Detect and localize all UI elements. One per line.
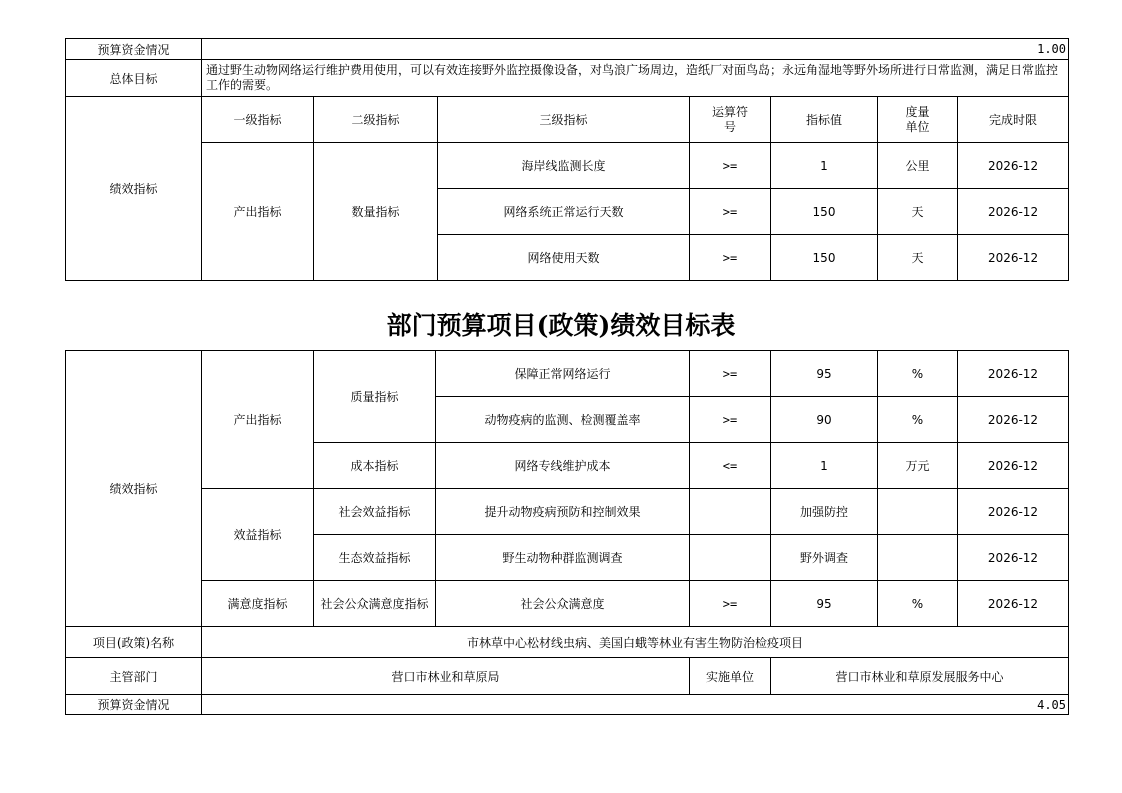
budget-label: 预算资金情况 <box>66 695 202 715</box>
budget-label: 预算资金情况 <box>66 39 202 60</box>
header-level1: 一级指标 <box>202 97 314 143</box>
table-row-deadline: 2026-12 <box>958 489 1069 535</box>
table-row-op: >= <box>690 189 771 235</box>
header-level2: 二级指标 <box>314 97 438 143</box>
table-row-op: >= <box>690 143 771 189</box>
level2-cost: 成本指标 <box>314 443 436 489</box>
level2-quality: 质量指标 <box>314 351 436 443</box>
table-row-value: 150 <box>771 235 878 281</box>
table-row-unit: 天 <box>878 189 958 235</box>
table-row-op: >= <box>690 581 771 627</box>
table-row-name: 社会公众满意度 <box>436 581 690 627</box>
level2-public-satisfaction: 社会公众满意度指标 <box>314 581 436 627</box>
table-row-unit <box>878 535 958 581</box>
level1-benefit: 效益指标 <box>202 489 314 581</box>
header-operator: 运算符号 <box>690 97 771 143</box>
table-row-deadline: 2026-12 <box>958 143 1069 189</box>
dept-name: 营口市林业和草原局 <box>202 658 690 695</box>
table-row-name: 动物疫病的监测、检测覆盖率 <box>436 397 690 443</box>
impl-name: 营口市林业和草原发展服务中心 <box>771 658 1069 695</box>
header-level3: 三级指标 <box>438 97 690 143</box>
level2-social: 社会效益指标 <box>314 489 436 535</box>
page-title: 部门预算项目(政策)绩效目标表 <box>386 311 736 340</box>
level2-quantity: 数量指标 <box>314 143 438 281</box>
table-row-value: 1 <box>771 443 878 489</box>
table-row-deadline: 2026-12 <box>958 535 1069 581</box>
table-row-unit <box>878 489 958 535</box>
table-row-name: 网络专线维护成本 <box>436 443 690 489</box>
level1-output: 产出指标 <box>202 143 314 281</box>
performance-table-top <box>65 38 1069 281</box>
table-row-deadline: 2026-12 <box>958 189 1069 235</box>
header-unit: 度量单位 <box>878 97 958 143</box>
table-row-deadline: 2026-12 <box>958 581 1069 627</box>
level1-output: 产出指标 <box>202 351 314 489</box>
table-row-unit: % <box>878 397 958 443</box>
project-name: 市林草中心松材线虫病、美国白蛾等林业有害生物防治检疫项目 <box>202 627 1069 658</box>
header-deadline: 完成时限 <box>958 97 1069 143</box>
table-row-value: 150 <box>771 189 878 235</box>
table-row-value: 野外调查 <box>771 535 878 581</box>
budget-value: 4.05 <box>202 695 1069 715</box>
table-row-value: 1 <box>771 143 878 189</box>
table-row-op: >= <box>690 235 771 281</box>
table-row-deadline: 2026-12 <box>958 235 1069 281</box>
table-row-op: <= <box>690 443 771 489</box>
table-row-name: 野生动物种群监测调查 <box>436 535 690 581</box>
table-row-unit: 公里 <box>878 143 958 189</box>
table-row-name: 海岸线监测长度 <box>438 143 690 189</box>
level1-satisfaction: 满意度指标 <box>202 581 314 627</box>
table-row-op: >= <box>690 397 771 443</box>
table-row-op <box>690 489 771 535</box>
table-row-name: 网络系统正常运行天数 <box>438 189 690 235</box>
perf-indicator-label: 绩效指标 <box>66 97 202 281</box>
performance-table-bottom <box>65 350 1069 715</box>
overall-goal-text: 通过野生动物网络运行维护费用使用，可以有效连接野外监控摄像设备，对鸟浪广场周边，造纸厂对面鸟岛；永远角湿地等野外场所进行日常监测，满足日常监控工作的需要。 <box>202 60 1069 97</box>
table-row-deadline: 2026-12 <box>958 397 1069 443</box>
table-row-value: 95 <box>771 581 878 627</box>
table-row-value: 95 <box>771 351 878 397</box>
table-row-name: 保障正常网络运行 <box>436 351 690 397</box>
table-row-unit: 天 <box>878 235 958 281</box>
table-row-unit: % <box>878 581 958 627</box>
table-row-deadline: 2026-12 <box>958 351 1069 397</box>
table-row-name: 网络使用天数 <box>438 235 690 281</box>
dept-label: 主管部门 <box>66 658 202 695</box>
header-value: 指标值 <box>771 97 878 143</box>
overall-goal-label: 总体目标 <box>66 60 202 97</box>
budget-value: 1.00 <box>202 39 1069 60</box>
impl-label: 实施单位 <box>690 658 771 695</box>
table-row-op: >= <box>690 351 771 397</box>
table-row-op <box>690 535 771 581</box>
table-row-deadline: 2026-12 <box>958 443 1069 489</box>
table-row-unit: % <box>878 351 958 397</box>
project-name-label: 项目(政策)名称 <box>66 627 202 658</box>
table-row-value: 90 <box>771 397 878 443</box>
table-row-unit: 万元 <box>878 443 958 489</box>
perf-indicator-label: 绩效指标 <box>66 351 202 627</box>
table-row-name: 提升动物疫病预防和控制效果 <box>436 489 690 535</box>
level2-eco: 生态效益指标 <box>314 535 436 581</box>
table-row-value: 加强防控 <box>771 489 878 535</box>
